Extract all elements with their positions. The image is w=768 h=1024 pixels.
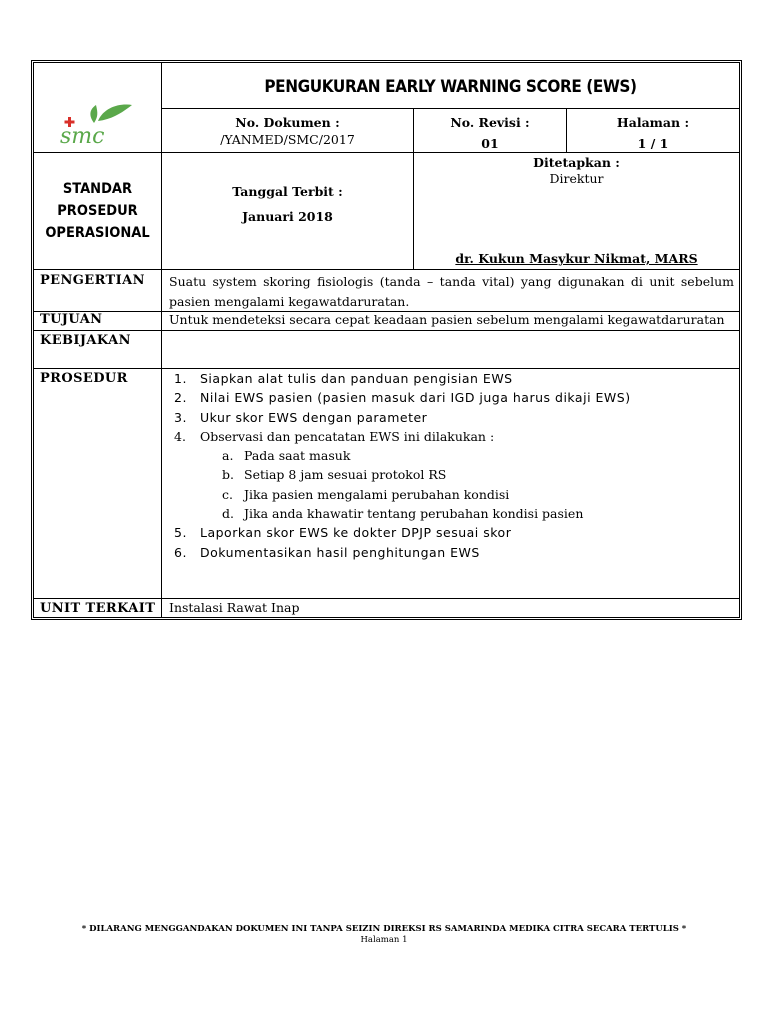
- list-item: [174, 388, 734, 407]
- leaf-logo-icon: [54, 97, 144, 147]
- unit-terkait-label: UNIT TERKAIT: [40, 601, 156, 616]
- sop-title-line: OPERASIONAL: [45, 225, 150, 241]
- list-number: 5.: [174, 525, 187, 541]
- list-text: Nilai EWS pasien (pasien masuk dari IGD juga harus dikaji EWS): [200, 390, 631, 406]
- list-item: [174, 408, 734, 427]
- list-item: [174, 427, 734, 446]
- tanggal-terbit-label: Tanggal Terbit :: [232, 184, 343, 199]
- list-sub-letter: a.: [222, 448, 234, 464]
- list-sub-letter: c.: [222, 486, 233, 502]
- list-item: [174, 369, 734, 388]
- tujuan-label: TUJUAN: [40, 312, 103, 327]
- kebijakan-label: KEBIJAKAN: [40, 333, 131, 348]
- pengertian-text: [169, 272, 734, 312]
- sop-title-line: PROSEDUR: [57, 203, 138, 219]
- list-sub-text: Setiap 8 jam sesuai protokol RS: [244, 467, 447, 483]
- prosedur-label: PROSEDUR: [40, 371, 128, 386]
- list-number: 3.: [174, 409, 187, 425]
- sop-title: [34, 178, 161, 244]
- list-number: 2.: [174, 390, 187, 406]
- footer-page: Halaman 1: [360, 935, 408, 945]
- tanggal-terbit-value: Januari 2018: [242, 209, 333, 224]
- no-revisi-value: 01: [481, 136, 499, 151]
- list-sub-letter: d.: [222, 506, 234, 522]
- list-text: Dokumentasikan hasil penghitungan EWS: [200, 544, 480, 560]
- ditetapkan-name: dr. Kukun Masykur Nikmat, MARS: [455, 251, 698, 266]
- halaman-label: Halaman :: [616, 115, 690, 130]
- footer-notice: * DILARANG MENGGANDAKAN DOKUMEN INI TANPA SEIZIN DIREKSI RS SAMARINDA MEDIKA CITRA SECARA TERTULIS *: [81, 924, 687, 934]
- list-sub-text: Jika anda khawatir tentang perubahan kondisi pasien: [244, 506, 584, 522]
- document-title: PENGUKURAN EARLY WARNING SCORE (EWS): [264, 77, 637, 97]
- ditetapkan-label: Ditetapkan :: [533, 155, 620, 170]
- list-text: Ukur skor EWS dengan parameter: [200, 409, 428, 425]
- list-sub-text: Pada saat masuk: [244, 448, 351, 464]
- list-item-sub: [174, 504, 734, 523]
- list-number: 6.: [174, 544, 187, 560]
- list-item-sub: [174, 465, 734, 484]
- no-dokumen-value: /YANMED/SMC/2017: [220, 132, 355, 147]
- list-text: Laporkan skor EWS ke dokter DPJP sesuai skor: [200, 525, 512, 541]
- pengertian-line: pasien mengalami kegawatdaruratan.: [169, 294, 410, 309]
- unit-terkait-text: Instalasi Rawat Inap: [169, 600, 300, 615]
- list-number: 1.: [174, 371, 187, 386]
- list-sub-letter: b.: [222, 467, 234, 483]
- pengertian-line: Suatu system skoring fisiologis (tanda – tanda vital) yang digunakan di unit sebelum: [169, 274, 734, 289]
- list-item: [174, 523, 734, 542]
- halaman-value: 1 / 1: [637, 136, 669, 151]
- list-item: [174, 543, 734, 562]
- divider: [161, 108, 739, 109]
- ditetapkan-role: Direktur: [549, 171, 604, 186]
- divider: [34, 269, 739, 270]
- list-sub-text: Jika pasien mengalami perubahan kondisi: [244, 486, 510, 502]
- tujuan-text: Untuk mendeteksi secara cepat keadaan pasien sebelum mengalami kegawatdaruratan: [169, 312, 725, 327]
- smc-logo: [54, 97, 144, 147]
- list-item-sub: [174, 446, 734, 465]
- no-dokumen-label: No. Dokumen :: [235, 115, 340, 130]
- divider: [34, 330, 739, 331]
- divider: [413, 108, 414, 269]
- list-text: Siapkan alat tulis dan panduan pengisian EWS: [200, 371, 513, 386]
- sop-table: [31, 60, 742, 620]
- list-text: Observasi dan pencatatan EWS ini dilakukan :: [200, 428, 495, 444]
- divider: [34, 152, 739, 153]
- list-number: 4.: [174, 428, 186, 444]
- list-item-sub: [174, 485, 734, 504]
- logo-text: smc: [60, 124, 105, 147]
- pengertian-label: PENGERTIAN: [40, 273, 145, 288]
- prosedur-list: [174, 369, 734, 562]
- no-revisi-label: No. Revisi :: [450, 115, 530, 130]
- sop-title-line: STANDAR: [62, 181, 133, 197]
